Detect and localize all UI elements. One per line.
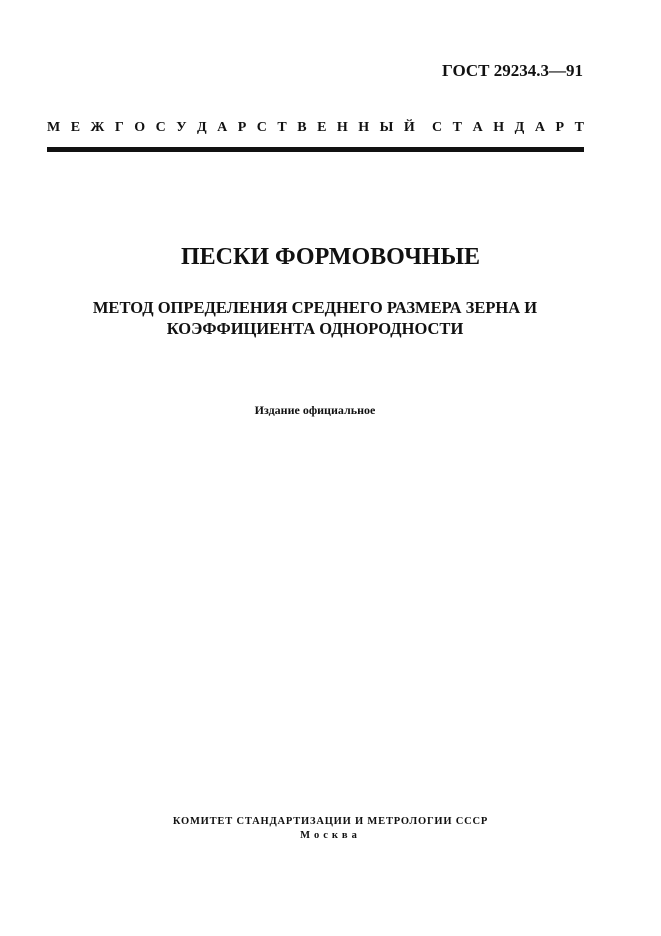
letter: Т <box>277 120 287 135</box>
document-subtitle <box>0 297 630 339</box>
letter: С <box>256 120 267 135</box>
letter: Й <box>403 120 415 135</box>
letter: Д <box>514 120 525 135</box>
letter: А <box>217 120 228 135</box>
letter: Т <box>452 120 463 135</box>
letter: Е <box>317 120 327 135</box>
edition-note: Издание официальное <box>254 403 376 417</box>
letter: Д <box>197 120 207 135</box>
standard-kind-word-1 <box>47 120 415 136</box>
publisher-name: КОМИТЕТ СТАНДАРТИЗАЦИИ И МЕТРОЛОГИИ СССР <box>172 816 489 827</box>
letter: Н <box>493 120 505 135</box>
letter: О <box>134 120 146 135</box>
document-title: ПЕСКИ ФОРМОВОЧНЫЕ <box>180 244 481 270</box>
letter: С <box>432 120 443 135</box>
letter: Т <box>574 120 584 135</box>
letter: Н <box>358 120 370 135</box>
document-code: ГОСТ 29234.3—91 <box>442 61 583 80</box>
letter: Р <box>555 120 565 135</box>
letter: М <box>47 120 61 135</box>
letter: Ж <box>90 120 105 135</box>
letter: В <box>297 120 307 135</box>
letter: А <box>472 120 483 135</box>
letter: Р <box>237 120 247 135</box>
letter: Н <box>336 120 348 135</box>
header-rule <box>47 147 584 152</box>
letter: Ы <box>379 120 394 135</box>
letter: Г <box>114 120 124 135</box>
letter: У <box>176 120 187 135</box>
letter: Е <box>70 120 81 135</box>
letter: С <box>155 120 166 135</box>
subtitle-line-2: КОЭФФИЦИЕНТА ОДНОРОДНОСТИ <box>166 319 464 338</box>
letter: А <box>534 120 545 135</box>
publisher-city: Москва <box>300 830 361 841</box>
standard-kind-word-2 <box>432 120 584 136</box>
standard-kind-heading <box>47 120 584 136</box>
subtitle-line-1: МЕТОД ОПРЕДЕЛЕНИЯ СРЕДНЕГО РАЗМЕРА ЗЕРНА И <box>92 298 538 317</box>
